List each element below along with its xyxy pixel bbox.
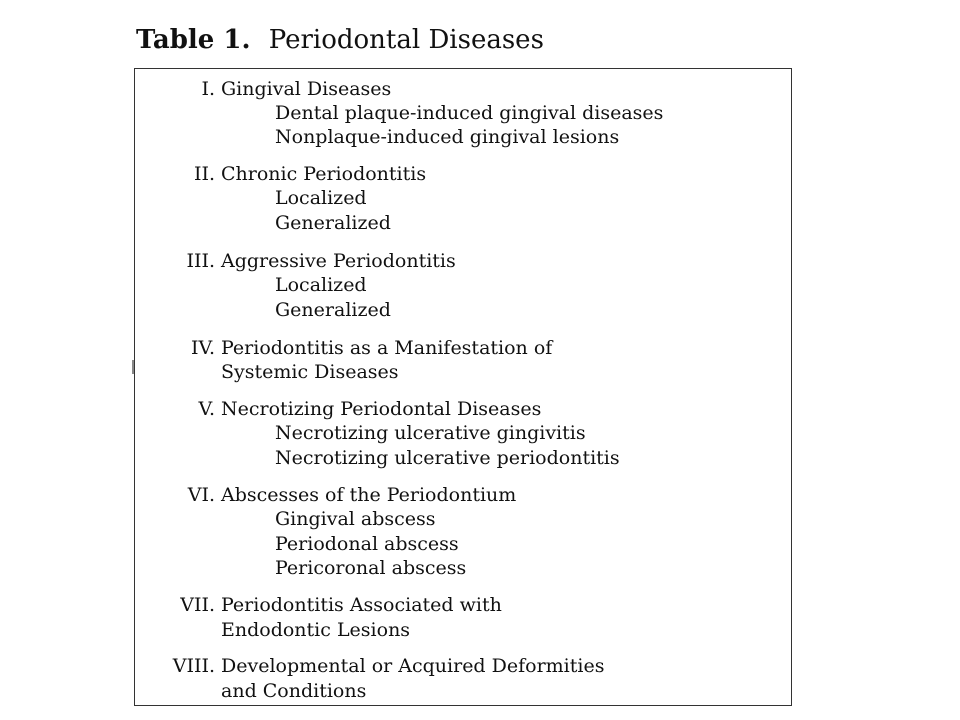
- subcategory-item: Localized: [275, 187, 367, 209]
- category-name: Abscesses of the Periodontium: [221, 484, 517, 506]
- category-number: I.: [201, 78, 215, 100]
- category-continuation: Endodontic Lesions: [221, 619, 411, 641]
- table-title: Periodontal Diseases: [268, 25, 544, 55]
- category-name: Periodontitis as a Manifestation of: [221, 337, 553, 359]
- category-continuation: and Conditions: [221, 680, 367, 702]
- category-number: V.: [198, 398, 215, 420]
- category-number: II.: [193, 163, 215, 185]
- category-name: Chronic Periodontitis: [221, 163, 427, 185]
- table-box: [134, 68, 792, 706]
- category-name: Necrotizing Periodontal Diseases: [221, 398, 542, 420]
- subcategory-item: Generalized: [275, 299, 391, 321]
- subcategory-item: Dental plaque-induced gingival diseases: [275, 102, 664, 124]
- subcategory-item: Necrotizing ulcerative periodontitis: [275, 447, 620, 469]
- table-heading: [136, 27, 544, 53]
- subcategory-item: Localized: [275, 274, 367, 296]
- category-name: Developmental or Acquired Deformities: [221, 655, 605, 677]
- category-number: VII.: [180, 594, 215, 616]
- cut-off-footer-text: [140, 712, 700, 720]
- subcategory-item: Pericoronal abscess: [275, 557, 467, 579]
- subcategory-item: Generalized: [275, 212, 391, 234]
- category-name: Gingival Diseases: [221, 78, 392, 100]
- category-name: Periodontitis Associated with: [221, 594, 502, 616]
- subcategory-item: Nonplaque-induced gingival lesions: [275, 126, 620, 148]
- subcategory-item: Necrotizing ulcerative gingivitis: [275, 422, 586, 444]
- category-name: Aggressive Periodontitis: [221, 250, 456, 272]
- subcategory-item: Periodonal abscess: [275, 533, 459, 555]
- scan-edge-mark: [132, 360, 134, 374]
- table-label: Table 1.: [136, 25, 251, 55]
- category-number: IV.: [191, 337, 215, 359]
- subcategory-item: Gingival abscess: [275, 508, 436, 530]
- category-continuation: Systemic Diseases: [221, 361, 399, 383]
- category-number: III.: [186, 250, 215, 272]
- category-number: VI.: [187, 484, 215, 506]
- category-number: VIII.: [172, 655, 215, 677]
